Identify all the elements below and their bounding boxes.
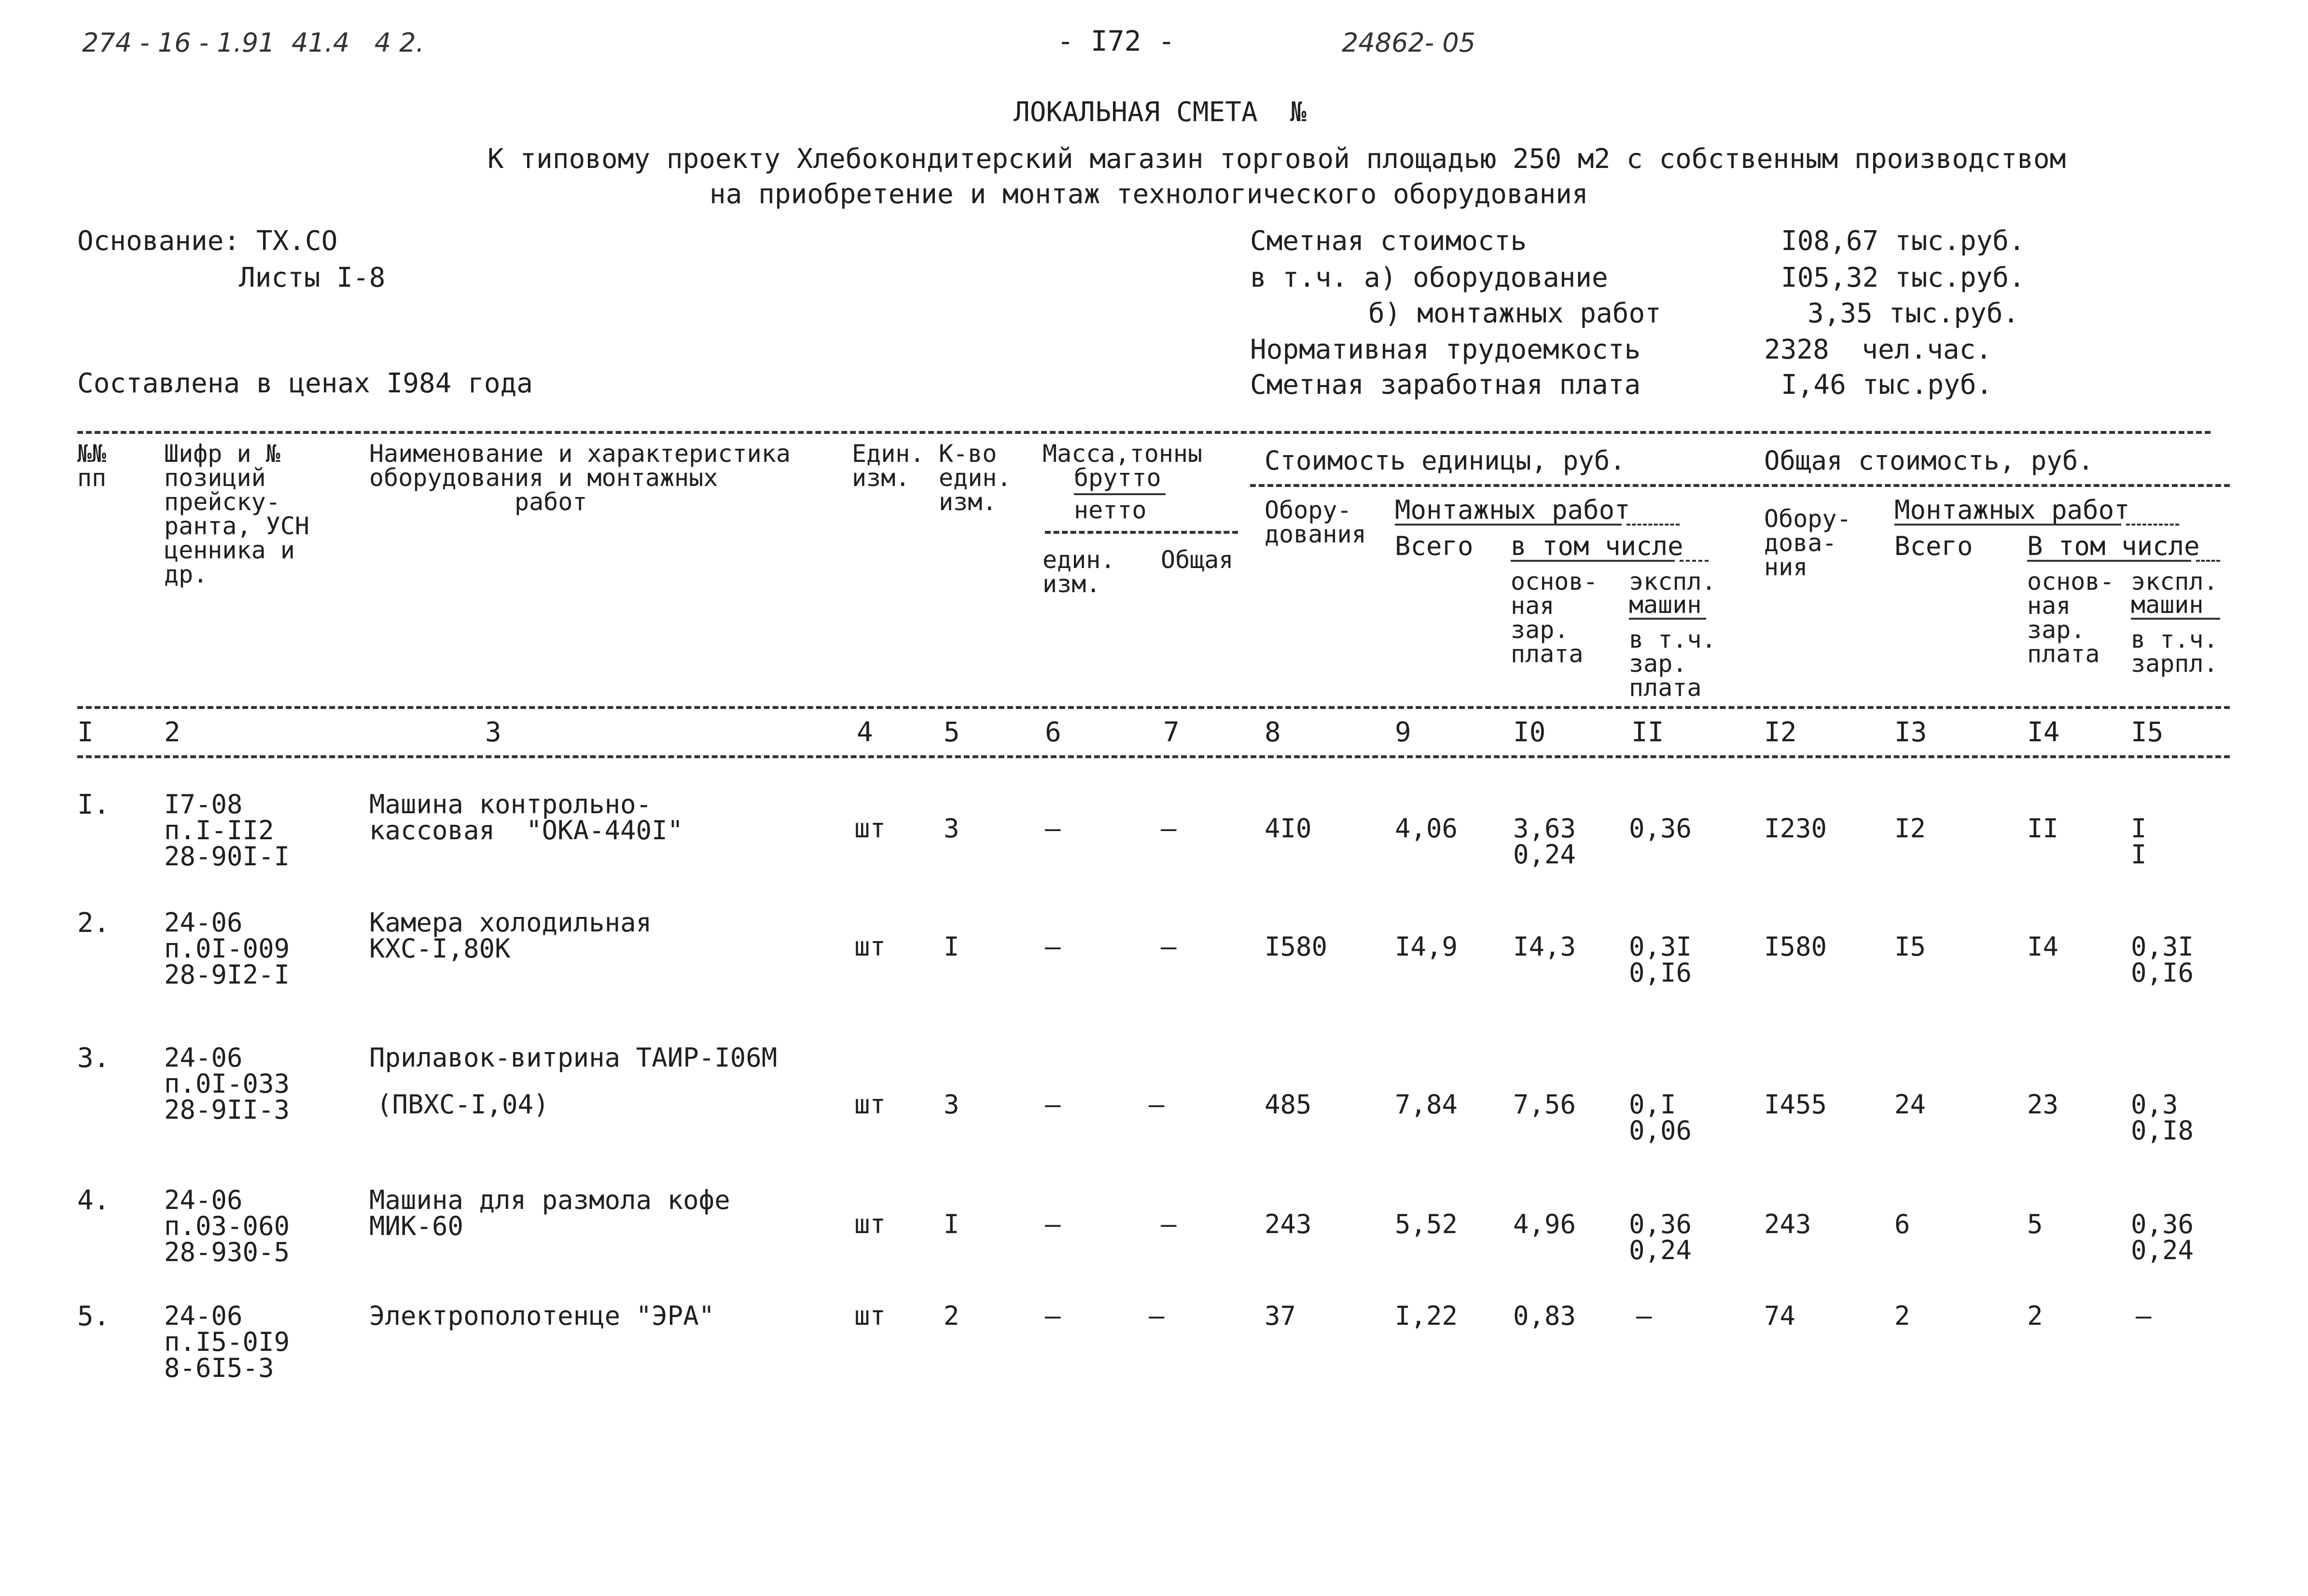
header-total-cost: Общая стоимость, руб. [1764,445,2094,476]
row-mass-unit: – [1045,1089,1061,1120]
header-col-wage-total: основ- ная зар. плата [2027,568,2114,668]
header-col-machines-total-wage: в т.ч. зарпл. [2131,625,2218,678]
header-col-machines-mid: машин [1629,591,1702,619]
cost-label: Сметная стоимость [1250,225,1527,257]
column-number: 5 [944,717,960,748]
row-wage-total: II [2027,813,2059,844]
document-title: ЛОКАЛЬНАЯ СМЕТА № [1014,97,1307,128]
row-number: 4. [77,1185,110,1216]
header-subgroup-rule [1250,484,2230,487]
row-number: 5. [77,1301,110,1332]
header-col-machines-total-top: экспл. [2131,568,2218,596]
header-col-name: Наименование и характеристика оборудования и монтажных работ [369,440,791,516]
header-col-total-sum: Всего [1894,531,1973,561]
header-col-wage: основ- ная зар. плата [1511,568,1598,668]
row-mass-unit: – [1045,1209,1061,1239]
machines-total-underline [2131,618,2220,620]
row-wage-total: 23 [2027,1089,2059,1120]
row-qty: 2 [944,1301,959,1331]
basis-label: Основание: ТХ.СО [77,225,338,257]
header-col-unit: Един. изм. [852,440,925,492]
row-unit: шт [854,1209,886,1239]
brutto-netto-line [1074,493,1166,495]
row-code: I7-08 п.I-II2 28-90I-I [164,789,290,872]
row-qty: 3 [944,1089,959,1120]
row-machines: 0,36 [1629,813,1692,844]
row-mont-total: 7,84 [1395,1089,1458,1120]
mont-total-underline [1894,524,2121,526]
row-mass-total: – [1161,931,1177,962]
header-col-machines-total-mid: машин [2131,591,2204,619]
row-mass-total: – [1149,1089,1165,1120]
labor-value: 2328 чел.час. [1764,334,1992,365]
header-col-code: Шифр и № позиций прейску- ранта, УСН ценника и др. [164,440,310,588]
subtitle-line-2: на приобретение и монтаж технологического оборудования [709,179,1588,210]
row-machines-total: 0,3 0,I8 [2131,1089,2194,1146]
equipment-value: I05,32 тыс.руб. [1781,262,2025,293]
row-name: Электрополотенце "ЭРА" [369,1301,715,1331]
header-brutto: брутто [1074,464,1161,492]
sheets-label: Листы I-8 [239,262,386,293]
vtom-unit-underline [1511,560,1675,562]
row-wage-total: 2 [2027,1301,2043,1331]
row-mass-total: – [1161,1209,1177,1239]
vtom-total-tail [2196,560,2220,562]
row-wage: 7,56 [1513,1089,1576,1120]
row-code: 24-06 п.0I-009 28-9I2-I [164,907,290,990]
row-mass-unit: – [1045,1301,1061,1331]
row-equipment-cost: I580 [1265,931,1328,962]
column-number: 9 [1395,717,1411,748]
header-col-machines-wage: в т.ч. зар. плата [1629,625,1716,702]
row-equipment-total: 74 [1764,1301,1796,1331]
row-equipment-total: I455 [1764,1089,1827,1120]
row-code: 24-06 п.03-060 28-930-5 [164,1185,290,1267]
row-machines-total: 0,3I 0,I6 [2131,931,2194,988]
row-total-sum: 2 [1894,1301,1910,1331]
header-bottom-rule [77,706,2230,709]
row-equipment-total: I580 [1764,931,1827,962]
row-number: 2. [77,907,110,939]
header-unit-cost: Стоимость единицы, руб. [1265,445,1626,476]
row-total-sum: 6 [1894,1209,1910,1239]
row-name: Камера холодильная КХС-I,80К [369,907,652,964]
row-qty: 3 [944,813,959,844]
row-mont-total: 5,52 [1395,1209,1458,1239]
row-machines-total: 0,36 0,24 [2131,1209,2194,1265]
row-machines-total: – [2136,1301,2152,1331]
prices-note: Составлена в ценах I984 года [77,368,533,399]
header-vtom-total: В том числе [2027,531,2200,561]
header-col-qty: К-во един. изм. [939,440,1012,516]
machines-underline [1629,618,1706,620]
row-machines: 0,I 0,06 [1629,1089,1692,1146]
handwritten-code-right: 24862- 05 [1342,28,1476,58]
row-unit: шт [854,1301,886,1331]
row-name: Машина контрольно- кассовая "ОКА-440I" [369,789,683,846]
row-mass-unit: – [1045,813,1061,844]
table-top-rule [77,431,2211,434]
row-machines: – [1636,1301,1652,1331]
colnum-bottom-rule [77,755,2230,758]
mass-sub-rule [1045,531,1238,534]
labor-label: Нормативная трудоемкость [1250,334,1641,365]
column-number: 3 [485,717,501,748]
row-machines: 0,3I 0,I6 [1629,931,1692,988]
row-equipment-total: 243 [1764,1209,1811,1239]
row-equipment-total: I230 [1764,813,1827,844]
mont-unit-tail [1627,524,1680,526]
row-equipment-cost: 485 [1265,1089,1312,1120]
page-number: - I72 - [1057,25,1175,57]
row-wage: 0,83 [1513,1301,1576,1331]
header-col-mass-total: Общая [1161,546,1234,574]
row-mont-total: I4,9 [1395,931,1458,962]
wage-value: I,46 тыс.руб. [1781,369,1993,401]
column-number: I [77,717,94,748]
wage-label: Сметная заработная плата [1250,369,1641,401]
row-total-sum: I5 [1894,931,1926,962]
row-wage-total: I4 [2027,931,2059,962]
row-unit: шт [854,1089,886,1120]
row-unit: шт [854,813,886,844]
column-number: II [1631,717,1664,748]
row-code: 24-06 п.I5-0I9 8-6I5-3 [164,1301,290,1383]
column-number: 6 [1045,717,1061,748]
row-machines-total: I I [2131,813,2147,870]
row-equipment-cost: 243 [1265,1209,1312,1239]
header-col-total-unit: Всего [1395,531,1474,561]
row-mass-total: – [1149,1301,1165,1331]
vtom-total-underline [2027,560,2191,562]
row-qty: I [944,931,959,962]
equipment-label: в т.ч. а) оборудование [1250,262,1608,293]
handwritten-code-left: 274 - 16 - 1.91 41.4 4 2. [82,28,424,58]
column-number: I5 [2131,717,2164,748]
mont-total-tail [2126,524,2179,526]
row-wage-total: 5 [2027,1209,2043,1239]
row-mass-total: – [1161,813,1177,844]
header-netto: нетто [1074,496,1147,524]
column-number: I2 [1764,717,1797,748]
row-total-sum: I2 [1894,813,1926,844]
row-mont-total: I,22 [1395,1301,1458,1331]
column-number: I3 [1894,717,1927,748]
vtom-unit-tail [1680,560,1709,562]
header-col-equipment-total: Обору- дова- ния [1764,505,1851,581]
header-vtom-unit: в том числе [1511,531,1683,561]
mont-unit-underline [1395,524,1622,526]
row-equipment-cost: 37 [1265,1301,1296,1331]
row-name-extra: (ПВХС-I,04) [376,1089,549,1120]
row-mont-total: 4,06 [1395,813,1458,844]
column-number: 2 [164,717,181,748]
cost-value: I08,67 тыс.руб. [1781,225,2025,257]
row-unit: шт [854,931,886,962]
row-qty: I [944,1209,959,1239]
row-equipment-cost: 4I0 [1265,813,1312,844]
row-number: I. [77,789,110,820]
column-number: I4 [2027,717,2060,748]
header-col-number: №№ пп [77,440,107,492]
header-col-equipment: Обору- дования [1265,496,1366,548]
row-total-sum: 24 [1894,1089,1926,1120]
row-number: 3. [77,1042,110,1074]
header-mont-unit: Монтажных работ [1395,495,1630,525]
column-number: 7 [1163,717,1180,748]
row-name: Прилавок-витрина ТАИР-I06М [369,1042,778,1073]
install-value: 3,35 тыс.руб. [1807,298,2019,329]
row-machines: 0,36 0,24 [1629,1209,1692,1265]
row-wage: I4,3 [1513,931,1576,962]
install-label: б) монтажных работ [1368,298,1661,329]
header-col-mass-unit: един. изм. [1043,546,1115,598]
row-wage: 3,63 0,24 [1513,813,1576,870]
header-mont-total: Монтажных работ [1894,495,2130,525]
row-name: Машина для размола кофе МИК-60 [369,1185,730,1241]
header-col-machines-top: экспл. [1629,568,1716,596]
row-wage: 4,96 [1513,1209,1576,1239]
row-code: 24-06 п.0I-033 28-9II-3 [164,1042,290,1125]
column-number: 4 [857,717,873,748]
column-number: 8 [1265,717,1281,748]
row-mass-unit: – [1045,931,1061,962]
column-number: I0 [1513,717,1546,748]
header-mass: Масса,тонны [1043,440,1203,468]
subtitle-line-1: К типовому проекту Хлебокондитерский магазин торговой площадью 250 м2 с собственным производством [487,143,2066,175]
